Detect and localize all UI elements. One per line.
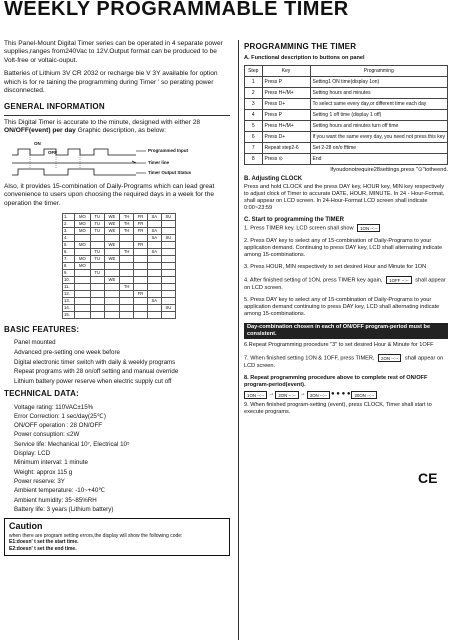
day-table-cell xyxy=(161,263,175,270)
programming-table-cell: Press D+ xyxy=(262,132,310,143)
day-table-row xyxy=(63,305,176,312)
day-table-cell: TH xyxy=(120,284,134,291)
caution-line: when there are program setting errors,the display will show the following code: xyxy=(9,532,183,539)
day-table-cell xyxy=(120,312,134,319)
day-table-cell xyxy=(161,284,175,291)
day-table-cell xyxy=(104,312,120,319)
day-table-cell xyxy=(120,277,134,284)
day-table-cell xyxy=(90,298,104,305)
consistency-banner: Day-combination chosen in each of ON/OFF program-period must be consistent. xyxy=(244,323,448,339)
day-table-row xyxy=(63,235,176,242)
day-table-cell xyxy=(161,221,175,228)
tech-data-item: Voltage rating: 110VAC±15% xyxy=(14,403,94,411)
tech-data-item: Ambient humidity: 35~85%RH xyxy=(14,496,97,504)
day-table-row xyxy=(63,242,176,249)
programming-table-row xyxy=(245,110,448,121)
day-table-cell: WE xyxy=(104,242,120,249)
day-table-row xyxy=(63,312,176,319)
day-table-cell xyxy=(90,235,104,242)
day-table-cell: TU xyxy=(90,214,104,221)
timing-diagram xyxy=(4,141,230,179)
page-title: WEEKLY PROGRAMMABLE TIMER xyxy=(4,0,349,20)
day-table-row xyxy=(63,249,176,256)
tech-data-item: Service life: Mechanical 10⁷, Electrical 10⁵ xyxy=(14,440,130,448)
basic-feature-item: Panel mounted xyxy=(14,339,56,347)
right-column xyxy=(244,42,448,421)
wave-off-label: OFF xyxy=(48,149,57,155)
day-table-cell xyxy=(120,305,134,312)
day-table-cell: 8. xyxy=(63,263,75,270)
technical-data-title: TECHNICAL DATA: xyxy=(4,389,79,399)
day-table-row xyxy=(63,256,176,263)
day-table-cell: MO xyxy=(75,263,91,270)
day-table-row xyxy=(63,228,176,235)
day-table-cell: WE xyxy=(104,256,120,263)
step-1-text: 1. Press TIMER key. LCD screen shall show xyxy=(244,225,354,232)
day-table-cell xyxy=(147,312,161,319)
technical-data-list xyxy=(4,403,230,515)
programming-table-cell: Setting hours and minutes turn off time xyxy=(310,121,447,132)
day-table-cell xyxy=(104,305,120,312)
day-table-cell xyxy=(134,284,148,291)
day-table-cell xyxy=(147,256,161,263)
day-table-cell: FR xyxy=(134,242,148,249)
day-table-cell xyxy=(147,277,161,284)
day-table-cell: 5. xyxy=(63,242,75,249)
lcd-seq-3: 3ON --:-- xyxy=(307,391,330,399)
programming-table-header xyxy=(245,66,448,77)
day-table-cell xyxy=(134,263,148,270)
intro-paragraph: This Panel-Mount Digital Timer series can be operated in 4 separate power supplies,ranges from240Vac to 12V.Output format can be produced to be Volt-free or voltaic-ouput. xyxy=(4,40,223,64)
day-table-cell: TU xyxy=(90,221,104,228)
tech-data-item: Power reserve: 3Y xyxy=(14,477,65,485)
day-table-cell: 7. xyxy=(63,256,75,263)
divider xyxy=(4,115,230,116)
day-table-cell: MO xyxy=(75,214,91,221)
day-table-cell xyxy=(104,284,120,291)
programming-table-cell: To select same every day,or different time each day xyxy=(310,99,447,110)
day-table-cell xyxy=(161,270,175,277)
day-table-cell xyxy=(75,249,91,256)
day-table-cell xyxy=(147,284,161,291)
th-programming: Programming xyxy=(310,66,447,77)
programming-table-cell: Press H+/M+ xyxy=(262,121,310,132)
day-table-cell: TH xyxy=(120,214,134,221)
general-info-text xyxy=(4,119,230,136)
programming-table-cell: 3 xyxy=(245,99,263,110)
day-table-cell: 1. xyxy=(63,214,75,221)
day-table-cell xyxy=(75,298,91,305)
basic-feature-item: Digital electronic timer switch with daily & weekly programs xyxy=(14,358,176,366)
day-table-cell xyxy=(134,305,148,312)
wave-on-label: ON xyxy=(34,140,41,146)
battery-paragraph: Batteries of Lithium 3V CR 2032 or recharge bie V 3Y available for option which is for re taining the programming during Timer ' so perating power disconnected. xyxy=(4,70,218,95)
day-table-cell: SA xyxy=(147,235,161,242)
step-7-text-b: shall appear on LCD screen. xyxy=(244,355,444,369)
th-key: Key xyxy=(262,66,310,77)
programming-table-cell: 8 xyxy=(245,154,263,165)
day-table-cell: MO xyxy=(75,256,91,263)
column-divider xyxy=(238,40,239,640)
day-table-cell: 2. xyxy=(63,221,75,228)
day-table-cell xyxy=(147,270,161,277)
programming-table-cell: Setting hours and minutes xyxy=(310,88,447,99)
step-8: 8. Repeat programming procedure above to complete rest of ON/OFF program-period(event). xyxy=(244,374,428,388)
day-table-cell: TU xyxy=(90,249,104,256)
day-table-cell xyxy=(134,277,148,284)
programming-table-row xyxy=(245,88,448,99)
programming-table-cell: Press ⊙ xyxy=(262,154,310,165)
programming-table-row xyxy=(245,143,448,154)
programming-table-cell: Set 2-28 on/o fftime xyxy=(310,143,447,154)
programming-table-cell: 6 xyxy=(245,132,263,143)
day-table-row xyxy=(63,270,176,277)
tech-data-item: Display: LCD xyxy=(14,450,51,458)
day-table-cell: MO xyxy=(75,242,91,249)
day-table-cell xyxy=(120,235,134,242)
day-table-cell xyxy=(120,298,134,305)
day-table-cell: 12. xyxy=(63,291,75,298)
day-table-cell: TU xyxy=(90,228,104,235)
day-table-cell xyxy=(134,256,148,263)
caution-e1: E1:doesn' t set the start time. xyxy=(9,539,79,546)
day-table-cell: SA xyxy=(147,214,161,221)
programming-table-cell: End xyxy=(310,154,447,165)
day-table-cell xyxy=(90,291,104,298)
programming-table-cell: Press D+ xyxy=(262,99,310,110)
programming-table-body xyxy=(245,77,448,165)
lcd-2on: 2ON --:-- xyxy=(378,354,401,362)
arrow-icon: → xyxy=(299,390,306,397)
programming-table-cell: 1 xyxy=(245,77,263,88)
general-info-title: GENERAL INFORMATION xyxy=(4,101,105,111)
day-table-cell xyxy=(161,291,175,298)
wave-prog-label: Programmed Input xyxy=(148,147,189,153)
tech-data-item: Power consuption: ≤2W xyxy=(14,431,80,439)
day-table-row xyxy=(63,298,176,305)
day-table-cell: SU xyxy=(161,235,175,242)
day-table-cell: TH xyxy=(120,249,134,256)
day-table-cell: MO xyxy=(75,221,91,228)
programming-table-cell: 4 xyxy=(245,110,263,121)
programming-table-cell: 7 xyxy=(245,143,263,154)
day-table-cell xyxy=(90,284,104,291)
day-table-cell xyxy=(120,242,134,249)
wave-output-label: Timer Output Status xyxy=(148,169,192,175)
lcd-1on: 1ON --:-- xyxy=(357,224,380,232)
day-table-row xyxy=(63,221,176,228)
step-7 xyxy=(244,354,448,370)
adjust-clock-text: Press and hold CLOCK and the press DAY key, HOUR key, MIN key respectively to adjust clock of Timer to accurate DATE, HOUR, MINUTE. In 24 - Hour-Format, shall appear on LCD screen. In 24-Hour-Format LCD screen shall indicate 0:00~23:59 xyxy=(244,183,445,211)
th-step: Step xyxy=(245,66,263,77)
programming-table-row xyxy=(245,154,448,165)
basic-feature-item: Lithium battery power reserve when electric supply cut off xyxy=(14,377,172,385)
day-table-cell: 6. xyxy=(63,249,75,256)
step-9: 9. When finished program-setting (event), press CLOCK, Timer shall start to execute programs. xyxy=(244,401,432,415)
programming-table xyxy=(244,65,448,165)
programming-title: PROGRAMMING THE TIMER xyxy=(244,42,357,51)
day-table-cell xyxy=(161,277,175,284)
adjust-clock-title: B. Adjusting CLOCK xyxy=(244,176,303,183)
day-table-body xyxy=(63,214,176,319)
programming-table-cell: Setting1 ON time(display 1on) xyxy=(310,77,447,88)
day-table-cell xyxy=(147,291,161,298)
programming-table-cell: Press H+/M+ xyxy=(262,88,310,99)
day-table-cell: 15. xyxy=(63,312,75,319)
tech-data-item: Weight: approx 115 g xyxy=(14,468,73,476)
day-table-cell xyxy=(90,263,104,270)
programming-table-cell: Press P xyxy=(262,110,310,121)
day-table-cell: 4. xyxy=(63,235,75,242)
step-6: 6.Repeat Programming procedure "3" to set desired Hour & Minute for 1OFF xyxy=(244,341,434,348)
ellipsis-icon: ● ● ● ● xyxy=(330,390,351,397)
day-table-cell xyxy=(90,242,104,249)
also-paragraph: Also, it provides 15-combination of Daily-Programs which can lead great convenience to users upon choosing the required days in a week for the operation the timer. xyxy=(4,182,215,207)
day-table-cell: FR xyxy=(134,228,148,235)
day-table-cell xyxy=(134,312,148,319)
tech-data-item: ON/OFF operation : 28 ON/OFF xyxy=(14,422,103,430)
basic-feature-item: Advanced pre-setting one week before xyxy=(14,348,120,356)
day-table-cell xyxy=(147,242,161,249)
programming-table-cell: 5 xyxy=(245,121,263,132)
programming-table-row xyxy=(245,99,448,110)
day-table-cell: TH xyxy=(120,228,134,235)
day-table-row xyxy=(63,214,176,221)
programming-table-cell: 2 xyxy=(245,88,263,99)
day-combination-table xyxy=(62,213,176,319)
step-4 xyxy=(244,276,448,292)
start-programming-title: C. Start to programming the TIMER xyxy=(244,216,345,223)
programming-table-cell: If you want the same every day, you need not press this key xyxy=(310,132,447,143)
day-table-cell xyxy=(120,263,134,270)
wave-timeline-label: Timer line xyxy=(148,159,170,165)
caution-e2: E2:doesn' t set the end time. xyxy=(9,545,77,552)
tech-data-item: Minimum interval: 1 minute xyxy=(14,459,88,467)
day-table-cell xyxy=(134,249,148,256)
day-table-cell: 14. xyxy=(63,305,75,312)
day-table-cell xyxy=(104,249,120,256)
day-table-row xyxy=(63,291,176,298)
programming-table-row xyxy=(245,121,448,132)
tech-data-item: Ambient temperature: -10~+40℃ xyxy=(14,487,106,495)
day-table-cell xyxy=(147,263,161,270)
lcd-seq-1: 1ON --:-- xyxy=(244,391,267,399)
lcd-1off: 1OFF --:-- xyxy=(386,276,412,284)
day-table-cell xyxy=(120,256,134,263)
day-table-cell xyxy=(147,221,161,228)
day-table-cell xyxy=(104,263,120,270)
day-table-cell xyxy=(75,270,91,277)
day-table-cell: FR xyxy=(134,214,148,221)
day-table-cell xyxy=(161,312,175,319)
day-table-cell xyxy=(104,298,120,305)
day-table-cell: 13. xyxy=(63,298,75,305)
day-table-cell xyxy=(75,305,91,312)
basic-features-title: BASIC FEATURES: xyxy=(4,325,80,335)
day-table-cell xyxy=(161,298,175,305)
day-table-cell: MO xyxy=(75,228,91,235)
step-1 xyxy=(244,224,448,233)
day-table-cell xyxy=(75,312,91,319)
day-table-cell xyxy=(134,235,148,242)
left-column xyxy=(4,40,230,556)
day-table-cell xyxy=(134,298,148,305)
day-table-cell: FR xyxy=(134,221,148,228)
day-table-cell: WE xyxy=(104,221,120,228)
day-table-cell: TU xyxy=(90,256,104,263)
day-table-row xyxy=(63,277,176,284)
day-table-cell xyxy=(134,270,148,277)
ce-mark: CE xyxy=(418,470,438,486)
day-table-cell: 10. xyxy=(63,277,75,284)
day-table-cell xyxy=(75,235,91,242)
general-text-part1: This Digital Timer is accurate to the minute, designed with either 28 xyxy=(4,118,201,126)
lcd-seq-2: 2ON --:-- xyxy=(275,391,298,399)
programming-table-row xyxy=(245,132,448,143)
general-text-part3: Graphic description, as below: xyxy=(75,127,166,135)
day-table-cell xyxy=(90,312,104,319)
day-table-cell xyxy=(104,235,120,242)
lcd-sequence xyxy=(244,391,448,399)
step-2: 2. Press DAY key to select any of 15-combination of Daily-Programs to your application demand. Continuing to press DAY key, LCD shall alternating indicate among 15-combinations. xyxy=(244,237,443,259)
day-table-row xyxy=(63,284,176,291)
day-table-cell: WE xyxy=(104,277,120,284)
step-4-text-a: 4. After finished setting of 1ON, press TIMER key again, xyxy=(244,277,383,284)
day-table-cell xyxy=(120,270,134,277)
lcd-seq-4: 20ON --:-- xyxy=(351,391,377,399)
step-5: 5. Press DAY key to select any of 15-combination of Daily-Programs to your application demand continuing to press DAY key, LCD shall alternating indicate among 15-combinations. xyxy=(244,296,440,317)
day-table-cell xyxy=(161,249,175,256)
day-table-cell: 9. xyxy=(63,270,75,277)
day-table-cell: TU xyxy=(90,270,104,277)
day-table-row xyxy=(63,263,176,270)
step-3: 3. Press HOUR, MIN respectively to set desired Hour and Minute for 1ON xyxy=(244,264,427,271)
general-text-part2: ON/OFF(event) per day xyxy=(4,127,76,135)
step-7-text-a: 7. When finished setting 1ON & 1OFF, press TIMER, xyxy=(244,355,375,362)
day-table-cell: 3. xyxy=(63,228,75,235)
programming-table-row xyxy=(245,77,448,88)
day-table-cell xyxy=(161,242,175,249)
day-table-cell: SA xyxy=(147,298,161,305)
day-table-cell: WE xyxy=(104,214,120,221)
day-table-cell: FR xyxy=(134,291,148,298)
day-table-cell: 11. xyxy=(63,284,75,291)
day-table-cell: SA xyxy=(147,228,161,235)
day-table-cell xyxy=(161,228,175,235)
tech-data-item: Battery life: 3 years (Lithium battery) xyxy=(14,505,114,513)
day-table-cell xyxy=(161,256,175,263)
basic-features-list xyxy=(4,338,230,386)
day-table-cell xyxy=(104,291,120,298)
step-4-text-b: shall appear on LCD screen. xyxy=(244,277,446,291)
tech-data-item: Error Correction: 1 sec/day(25℃) xyxy=(14,412,106,420)
day-table-cell xyxy=(104,270,120,277)
day-table-cell xyxy=(147,305,161,312)
day-table-cell: TH xyxy=(120,221,134,228)
day-table-cell xyxy=(120,291,134,298)
table-note: Ifyoudonotrequire28settings,press "⊙"totheend. xyxy=(330,167,448,174)
day-table-cell xyxy=(75,291,91,298)
programming-table-cell: Press P xyxy=(262,77,310,88)
caution-box xyxy=(4,518,230,556)
arrow-icon: → xyxy=(268,390,275,397)
day-table-cell: SA xyxy=(147,249,161,256)
day-table-cell: WE xyxy=(104,228,120,235)
basic-feature-item: Repeat programs with 28 on/off setting and manual override xyxy=(14,368,179,376)
day-table-cell xyxy=(75,277,91,284)
day-table-cell xyxy=(75,284,91,291)
programming-table-cell: Repeat step2-6 xyxy=(262,143,310,154)
caution-title: Caution xyxy=(9,521,43,532)
day-table-cell xyxy=(90,277,104,284)
day-table-cell: SU xyxy=(161,305,175,312)
day-table-cell xyxy=(90,305,104,312)
programming-table-cell: Setting 1 off time (display 1 off) xyxy=(310,110,447,121)
day-table-cell: SU xyxy=(161,214,175,221)
functional-desc-title: A. Functional description to buttons on panel xyxy=(244,55,365,62)
